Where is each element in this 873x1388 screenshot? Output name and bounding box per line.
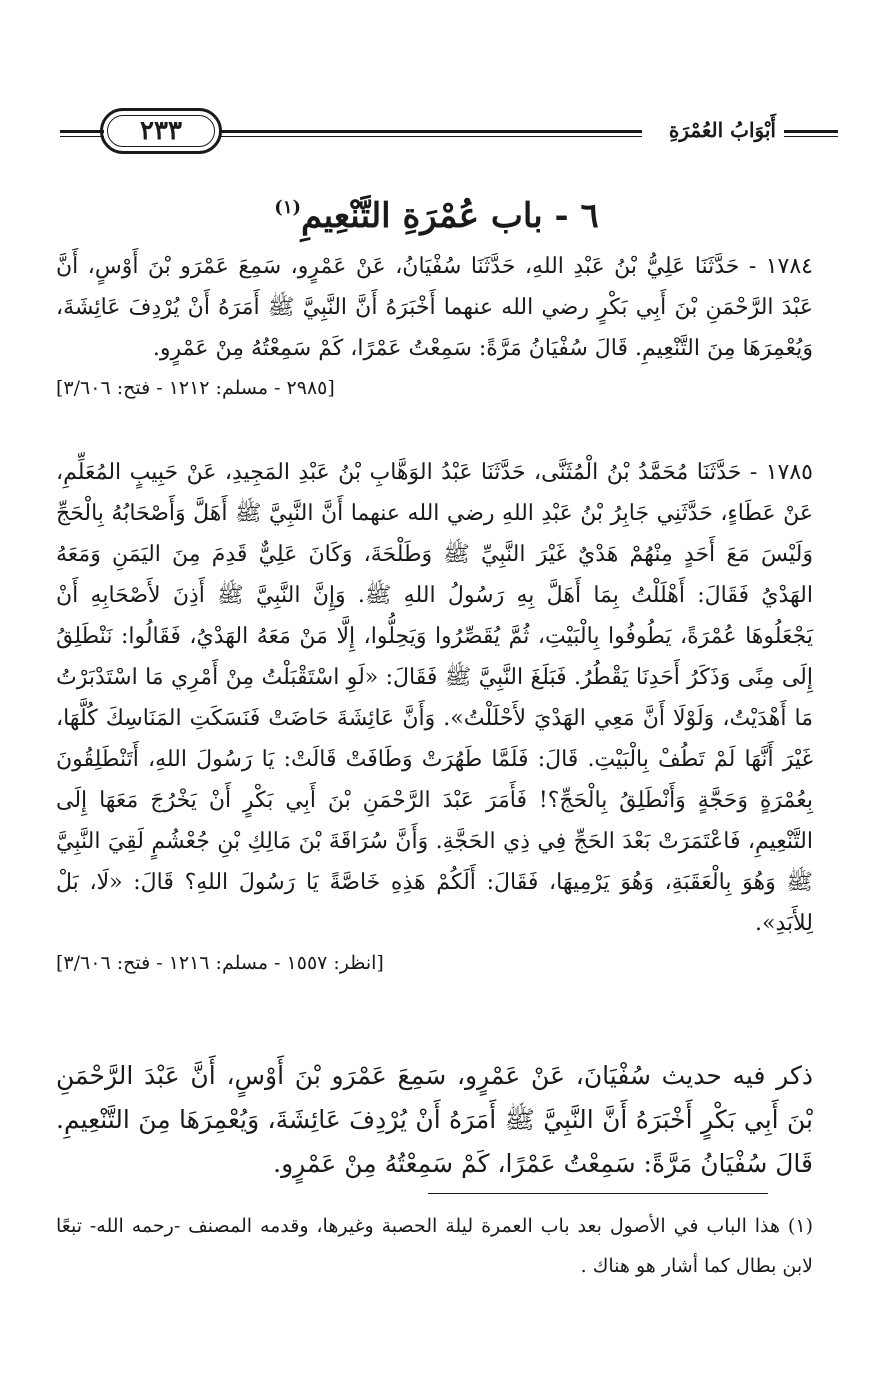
hadith-reference: [انظر: ١٥٥٧ - مسلم: ١٢١٦ - فتح: ٣/٦٠٦] [56, 952, 384, 974]
chapter-footnote-marker: (١) [274, 197, 302, 218]
hadith-1784 [56, 246, 813, 407]
header-rule-left-thick [60, 130, 104, 133]
chapter-heading [40, 182, 833, 242]
footnote-marker: (١) [787, 1215, 813, 1237]
header-rule-right-thin [784, 136, 838, 137]
hadith-1785 [56, 452, 813, 982]
header-rule-middle-thick [220, 130, 642, 133]
header-rule-right-thick [784, 130, 838, 133]
running-title: أَبْوَابُ العُمْرَةِ [668, 118, 776, 142]
hadith-text: ١٧٨٥ - حَدَّثَنَا مُحَمَّدُ بْنُ الْمُثَنَّى، حَدَّثَنَا عَبْدُ الوَهَّابِ بْنُ عَبْدِ المَجِيدِ، عَنْ حَبِيبٍ المُعَلِّمِ، عَنْ عَطَاءٍ، حَدَّثَنِي جَابِرُ بْنُ عَبْدِ اللهِ رضي الله عنهما أَنَّ النَّبِيَّ ﷺ أَهَلَّ وَأَصْحَابُهُ بِالْحَجِّ وَلَيْسَ مَعَ أَحَدٍ مِنْهُمْ هَدْيٌ غَيْرَ النَّبِيِّ ﷺ وَطَلْحَةَ، وَكَانَ عَلِيٌّ قَدِمَ مِنَ اليَمَنِ وَمَعَهُ الهَدْيُ فَقَالَ: أَهْلَلْتُ بِمَا أَهَلَّ بِهِ رَسُولُ اللهِ ﷺ. وَإِنَّ النَّبِيَّ ﷺ أَذِنَ لأَصْحَابِهِ أَنْ يَجْعَلُوهَا عُمْرَةً، يَطُوفُوا بِالْبَيْتِ، ثُمَّ يُقَصِّرُوا وَيَحِلُّوا، إِلَّا مَنْ مَعَهُ الهَدْيُ، فَقَالُوا: نَنْطَلِقُ إِلَى مِنًى وَذَكَرُ أَحَدِنَا يَقْطُرُ. فَبَلَغَ النَّبِيَّ ﷺ فَقَالَ: «لَوِ اسْتَقْبَلْتُ مِنْ أَمْرِي مَا اسْتَدْبَرْتُ مَا أَهْدَيْتُ، وَلَوْلَا أَنَّ مَعِي الهَدْيَ لأَحْلَلْتُ». وَأَنَّ عَائِشَةَ حَاضَتْ فَنَسَكَتِ المَنَاسِكَ كُلَّهَا، غَيْرَ أَنَّهَا لَمْ تَطُفْ بِالْبَيْتِ. قَالَ: فَلَمَّا طَهُرَتْ وَطَافَتْ قَالَتْ: يَا رَسُولَ اللهِ، أَتَنْطَلِقُونَ بِعُمْرَةٍ وَحَجَّةٍ وَأَنْطَلِقُ بِالْحَجِّ؟! فَأَمَرَ عَبْدَ الرَّحْمَنِ بْنَ أَبِي بَكْرٍ أَنْ يَخْرُجَ مَعَهَا إِلَى التَّنْعِيمِ، فَاعْتَمَرَتْ بَعْدَ الحَجِّ فِي ذِي الحَجَّةِ. وَأَنَّ سُرَاقَةَ بْنَ مَالِكِ بْنِ جُعْشُمٍ لَقِيَ النَّبِيَّ ﷺ وَهُوَ بِالْعَقَبَةِ، وَهُوَ يَرْمِيهَا، فَقَالَ: أَلَكُمْ هَذِهِ خَاصَّةً يَا رَسُولَ اللهِ؟ قَالَ: «لَا، بَلْ لِلأَبَدِ». [56, 460, 813, 936]
header-rule-middle-thin [220, 136, 642, 137]
hadith-text: ١٧٨٤ - حَدَّثَنَا عَلِيُّ بْنُ عَبْدِ اللهِ، حَدَّثَنَا سُفْيَانُ، عَنْ عَمْرٍو، سَمِعَ عَمْرَو بْنَ أَوْسٍ، أَنَّ عَبْدَ الرَّحْمَنِ بْنَ أَبِي بَكْرٍ رضي الله عنهما أَخْبَرَهُ أَنَّ النَّبِيَّ ﷺ أَمَرَهُ أَنْ يُرْدِفَ عَائِشَةَ، وَيُعْمِرَهَا مِنَ التَّنْعِيمِ. قَالَ سُفْيَانُ مَرَّةً: سَمِعْتُ عَمْرًا، كَمْ سَمِعْتُهُ مِنْ عَمْرٍو. [56, 254, 813, 361]
footnote [56, 1206, 813, 1286]
header-rule-left-thin [60, 136, 104, 137]
commentary-paragraph: ذكر فيه حديث سُفْيَانَ، عَنْ عَمْرٍو، سَمِعَ عَمْرَو بْنَ أَوْسٍ، أَنَّ عَبْدَ الرَّحْمَنِ بْنَ أَبِي بَكْرٍ أَخْبَرَهُ أَنَّ النَّبِيَّ ﷺ أَمَرَهُ أَنْ يُرْدِفَ عَائِشَةَ، وَيُعْمِرَهَا مِنَ التَّنْعِيمِ. قَالَ سُفْيَانُ مَرَّةً: سَمِعْتُ عَمْرًا، كَمْ سَمِعْتُهُ مِنْ عَمْرٍو. [56, 1061, 813, 1178]
chapter-title: ٦ - باب عُمْرَةِ التَّنْعِيمِ [301, 196, 599, 236]
page-header [60, 104, 838, 164]
page-number-badge [100, 108, 222, 154]
footnote-separator [428, 1193, 768, 1194]
page-number: ٢٣٣ [140, 116, 182, 146]
footnote-text: هذا الباب في الأصول بعد باب العمرة ليلة الحصبة وغيرها، وقدمه المصنف -رحمه الله- تبعًا لابن بطال كما أشار هو هناك . [56, 1215, 813, 1277]
hadith-reference: [٢٩٨٥ - مسلم: ١٢١٢ - فتح: ٣/٦٠٦] [56, 377, 335, 399]
